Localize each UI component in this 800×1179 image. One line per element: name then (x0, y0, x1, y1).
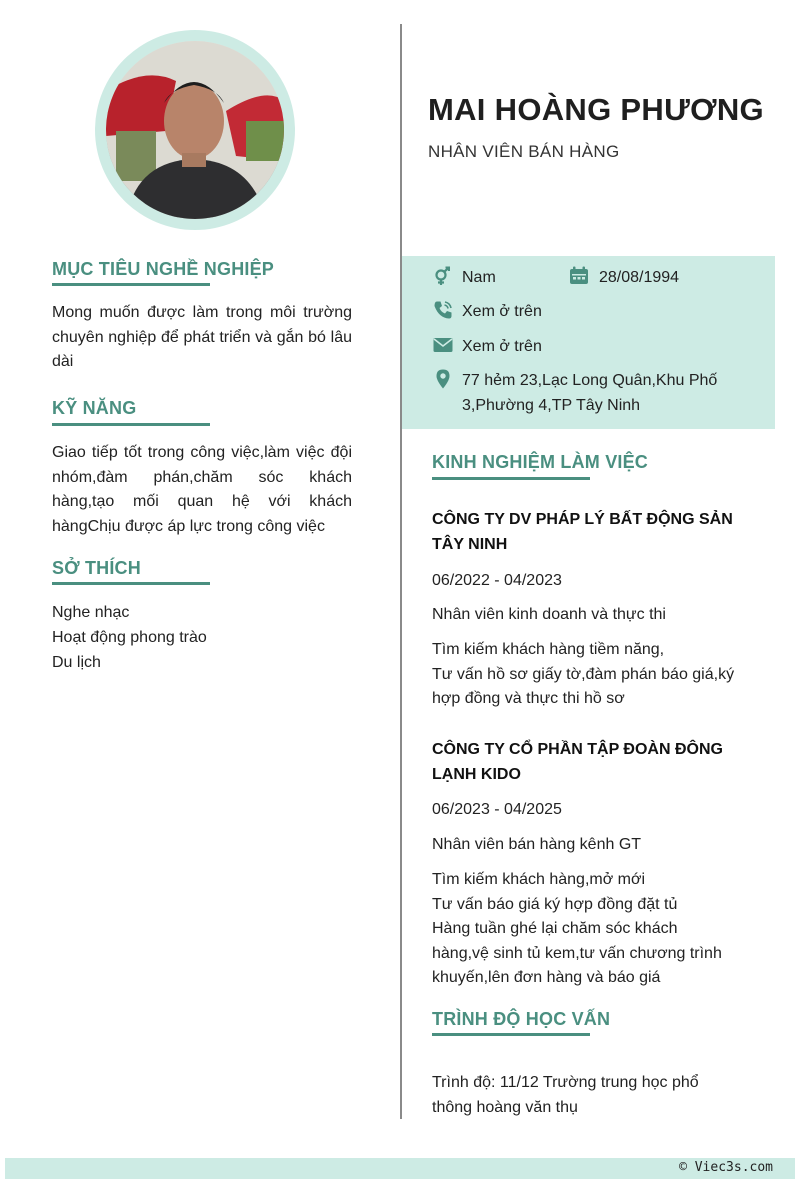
skills-title: KỸ NĂNG (52, 398, 137, 418)
hobby-item: Hoạt động phong trào (52, 629, 207, 646)
hobbies-title: SỞ THÍCH (52, 558, 141, 578)
job-period: 06/2023 - 04/2025 (432, 801, 562, 818)
footer-copyright: © Viec3s.com (679, 1160, 773, 1175)
education-line-2: thông hoàng văn thụ (432, 1099, 578, 1116)
job-company-line-2: LẠNH KIDO (432, 766, 521, 783)
hobbies-underline (52, 582, 210, 585)
job-position: Nhân viên kinh doanh và thực thi (432, 606, 666, 623)
candidate-title: NHÂN VIÊN BÁN HÀNG (428, 142, 620, 161)
hobby-item: Nghe nhạc (52, 604, 130, 621)
job-desc-line: Hàng tuần ghé lại chăm sóc khách (432, 920, 678, 937)
location-icon (433, 369, 453, 389)
education-underline (432, 1033, 590, 1036)
address-line-1: 77 hẻm 23,Lạc Long Quân,Khu Phố (462, 372, 718, 389)
skills-text: Giao tiếp tốt trong công việc,làm việc đội nhóm,đàm phán,chăm sóc khách hàng,tạo mối quan hệ với khách hàngChịu được áp lực trong công việc (52, 444, 352, 535)
birthdate-value: 28/08/1994 (599, 269, 680, 286)
job-company-line-1: CÔNG TY CỔ PHẦN TẬP ĐOÀN ĐÔNG (432, 741, 723, 758)
personal-info-box (402, 256, 775, 429)
experience-title: KINH NGHIỆM LÀM VIỆC (432, 452, 649, 472)
job-desc-line: khuyến,lên đơn hàng và báo giá (432, 969, 661, 986)
objective-text: Mong muốn được làm trong môi trường chuyên nghiệp để phát triển và gắn bó lâu dài (52, 304, 352, 370)
education-line-1: Trình độ: 11/12 Trường trung học phổ (432, 1074, 699, 1091)
hobby-item: Du lịch (52, 654, 101, 671)
avatar (95, 30, 295, 230)
job-company-line-2: TÂY NINH (432, 536, 508, 553)
phone-value: Xem ở trên (462, 303, 542, 320)
avatar-photo (106, 41, 284, 219)
skills-underline (52, 423, 210, 426)
gender-value: Nam (462, 269, 496, 286)
footer-bar (5, 1158, 795, 1179)
candidate-name: MAI HOÀNG PHƯƠNG (428, 92, 764, 127)
experience-underline (432, 477, 590, 480)
objective-title: MỤC TIÊU NGHỀ NGHIỆP (52, 259, 275, 279)
phone-icon (433, 300, 453, 320)
job-company-line-1: CÔNG TY DV PHÁP LÝ BẤT ĐỘNG SẢN (432, 511, 733, 528)
education-title: TRÌNH ĐỘ HỌC VẤN (432, 1009, 611, 1029)
gender-icon (433, 266, 453, 286)
email-icon (433, 335, 453, 355)
calendar-icon (569, 266, 589, 286)
job-desc-line: Tư vấn hồ sơ giấy tờ,đàm phán báo giá,ký (432, 666, 735, 683)
job-desc-line: hợp đồng và thực thi hồ sơ (432, 690, 625, 707)
job-period: 06/2022 - 04/2023 (432, 572, 562, 589)
email-value: Xem ở trên (462, 338, 542, 355)
job-desc-line: hàng,vệ sinh tủ kem,tư vấn chương trình (432, 945, 722, 962)
job-position: Nhân viên bán hàng kênh GT (432, 836, 642, 853)
job-desc-line: Tìm kiếm khách hàng,mở mới (432, 871, 646, 888)
job-desc-line: Tư vấn báo giá ký hợp đồng đặt tủ (432, 896, 678, 913)
address-line-2: 3,Phường 4,TP Tây Ninh (462, 397, 641, 414)
job-desc-line: Tìm kiếm khách hàng tiềm năng, (432, 641, 665, 658)
column-divider (400, 24, 402, 1119)
objective-underline (52, 283, 210, 286)
avatar-photo-illustration (106, 41, 284, 219)
